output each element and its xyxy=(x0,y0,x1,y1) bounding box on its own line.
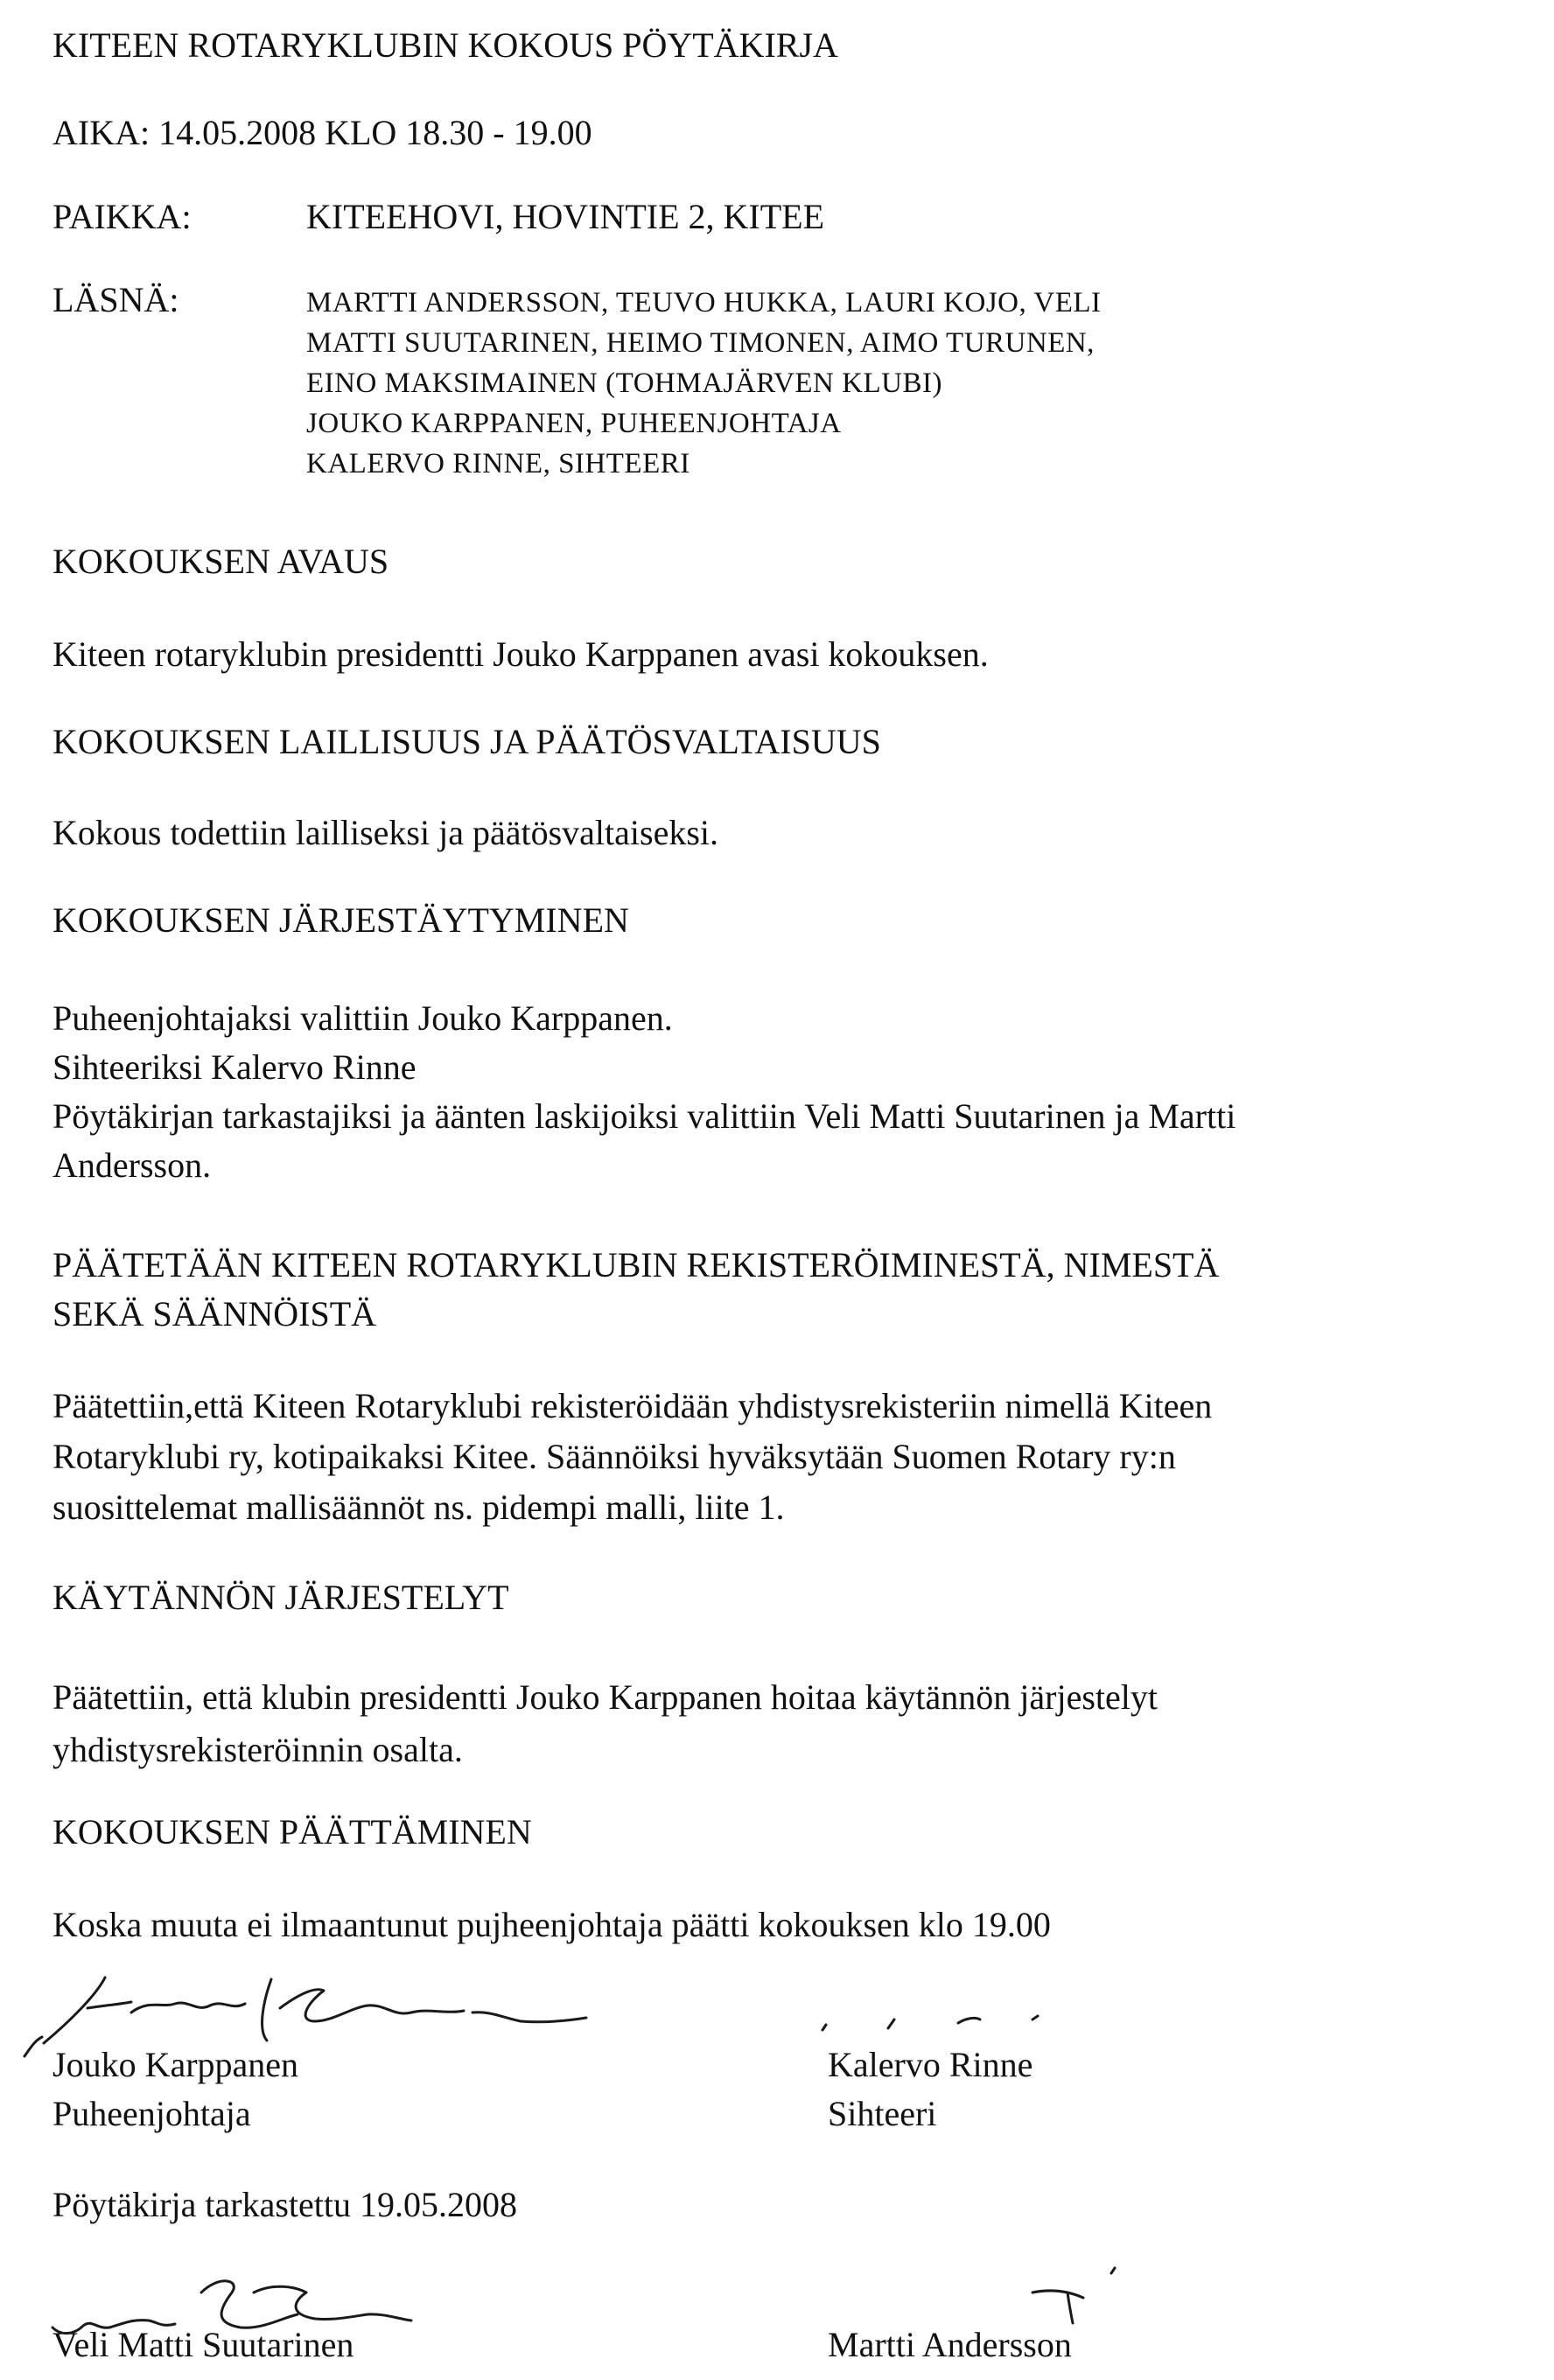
section-heading-opening: KOKOUKSEN AVAUS xyxy=(52,542,389,581)
section-body-closing: Koska muuta ei ilmaantunut pujheenjohtaja päätti kokouksen klo 19.00 xyxy=(52,1905,1051,1944)
attendees-line: MATTI SUUTARINEN, HEIMO TIMONEN, AIMO TURUNEN, xyxy=(306,327,1095,359)
heading-line: PÄÄTETÄÄN KITEEN ROTARYKLUBIN REKISTERÖIMINESTÄ, NIMESTÄ xyxy=(52,1245,1220,1284)
heading-line: SEKÄ SÄÄNNÖISTÄ xyxy=(52,1294,377,1334)
attendees-label: LÄSNÄ: xyxy=(52,280,179,319)
chair-name: Jouko Karppanen xyxy=(52,2045,299,2084)
paragraph-line: Andersson. xyxy=(52,1145,212,1185)
section-body-practical xyxy=(52,1671,1158,1776)
secretary-signature-icon xyxy=(805,2004,1138,2039)
paragraph-line: Pöytäkirjan tarkastajiksi ja äänten laskijoiksi valittiin Veli Matti Suutarinen ja Martti xyxy=(52,1096,1236,1136)
checker2-name: Martti Andersson xyxy=(828,2325,1072,2364)
section-heading-closing: KOKOUKSEN PÄÄTTÄMINEN xyxy=(52,1812,532,1852)
document-title: KITEEN ROTARYKLUBIN KOKOUS PÖYTÄKIRJA xyxy=(52,25,838,65)
paragraph-line: Puheenjohtajaksi valittiin Jouko Karppanen. xyxy=(52,998,673,1038)
section-body-opening: Kiteen rotaryklubin presidentti Jouko Karppanen avasi kokouksen. xyxy=(52,634,989,674)
attendees-line: MARTTI ANDERSSON, TEUVO HUKKA, LAURI KOJO, VELI xyxy=(306,287,1102,318)
section-body-legality: Kokous todettiin lailliseksi ja päätösvaltaiseksi. xyxy=(52,813,718,852)
checker1-name: Veli Matti Suutarinen xyxy=(52,2325,354,2364)
attendees-line: EINO MAKSIMAINEN (TOHMAJÄRVEN KLUBI) xyxy=(306,368,942,399)
chair-signature-icon xyxy=(18,1960,595,2056)
section-heading-legality: KOKOUKSEN LAILLISUUS JA PÄÄTÖSVALTAISUUS xyxy=(52,722,881,761)
attendees-list xyxy=(306,283,1102,484)
paragraph-line: Rotaryklubi ry, kotipaikaksi Kitee. Säännöiksi hyväksytään Suomen Rotary ry:n xyxy=(52,1437,1176,1476)
attendees-line: KALERVO RINNE, SIHTEERI xyxy=(306,448,690,480)
attendees-line: JOUKO KARPPANEN, PUHEENJOHTAJA xyxy=(306,408,842,439)
meeting-time: AIKA: 14.05.2008 KLO 18.30 - 19.00 xyxy=(52,113,592,152)
place-label: PAIKKA: xyxy=(52,197,192,236)
paragraph-line: Sihteeriksi Kalervo Rinne xyxy=(52,1047,416,1087)
paragraph-line: Päätettiin,että Kiteen Rotaryklubi rekisteröidään yhdistysrekisteriin nimellä Kiteen xyxy=(52,1386,1213,1425)
section-heading-practical: KÄYTÄNNÖN JÄRJESTELYT xyxy=(52,1578,509,1617)
section-body-organizing xyxy=(52,994,1236,1190)
paragraph-line: yhdistysrekisteröinnin osalta. xyxy=(52,1730,463,1769)
secretary-name: Kalervo Rinne xyxy=(828,2045,1033,2084)
section-heading-registration xyxy=(52,1241,1219,1339)
place-value: KITEEHOVI, HOVINTIE 2, KITEE xyxy=(306,197,825,236)
section-body-registration xyxy=(52,1381,1212,1533)
chair-role: Puheenjohtaja xyxy=(52,2094,251,2133)
section-heading-organizing: KOKOUKSEN JÄRJESTÄYTYMINEN xyxy=(52,900,629,940)
secretary-role: Sihteeri xyxy=(828,2094,937,2133)
paragraph-line: Päätettiin, että klubin presidentti Jouko Karppanen hoitaa käytännön järjestelyt xyxy=(52,1677,1158,1717)
minutes-checked-date: Pöytäkirja tarkastettu 19.05.2008 xyxy=(52,2185,518,2224)
paragraph-line: suosittelemat mallisäännöt ns. pidempi malli, liite 1. xyxy=(52,1488,785,1527)
